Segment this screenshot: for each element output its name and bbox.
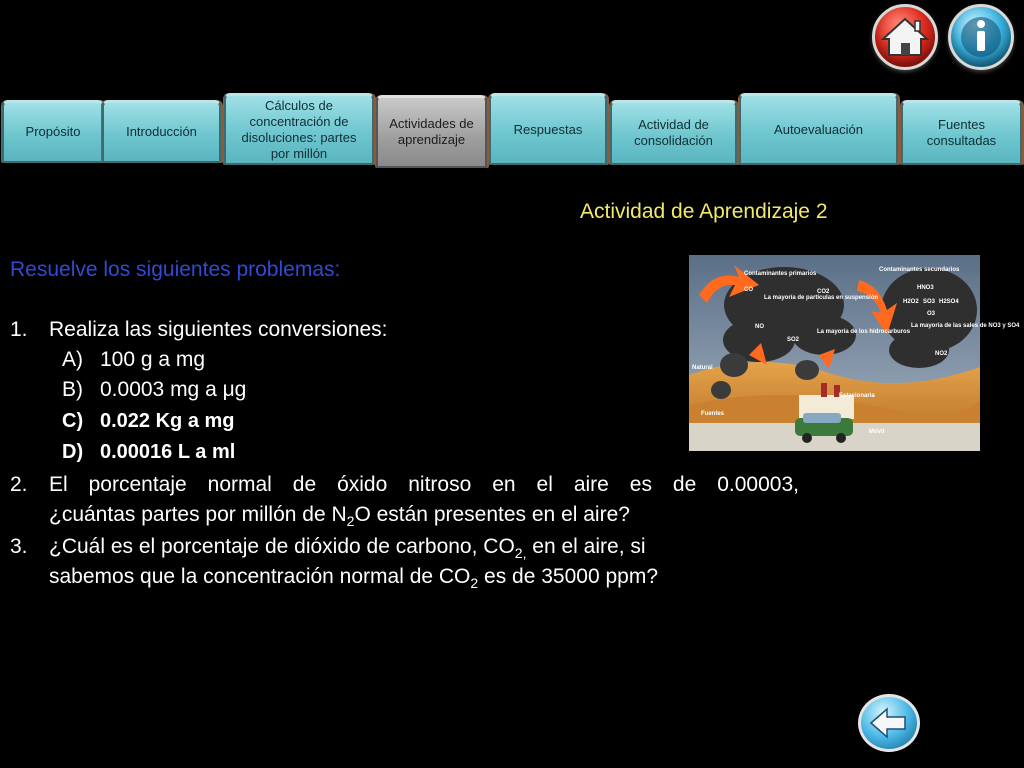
pollution-illustration (689, 255, 1020, 451)
conversion-a-text: 100 g a mg (100, 348, 206, 371)
svg-text:O3: O3 (927, 311, 936, 317)
svg-text:Móvil: Móvil (869, 429, 885, 435)
svg-text:CO2: CO2 (817, 289, 830, 295)
conversion-d-text: 0.00016 L a ml (100, 441, 236, 463)
question-3-line-1: ¿Cuál es el porcentaje de dióxido de carbono, $CO_{2,}$ en el aire, si (49, 535, 646, 562)
svg-text:Natural: Natural (692, 365, 713, 371)
tab-fuentes-consultadas[interactable]: Fuentes consultadas (901, 100, 1022, 165)
conversion-c-text: 0.022 Kg a mg (100, 410, 235, 432)
svg-text:HNO3: HNO3 (917, 285, 934, 291)
svg-text:La mayoría de las sales de NO3: La mayoría de las sales de NO3 y SO4 (911, 323, 1020, 329)
conversion-c-letter: C) (62, 410, 84, 432)
conversion-b-letter: B) (62, 378, 83, 401)
svg-text:La mayoría de partículas en su: La mayoría de partículas en suspensión (764, 295, 879, 301)
tab-proposito[interactable]: Propósito (2, 100, 104, 163)
svg-text:NO: NO (755, 324, 764, 330)
svg-text:NO2: NO2 (935, 351, 948, 357)
back-arrow-icon (861, 697, 917, 749)
activity-title: Actividad de Aprendizaje 2 (580, 200, 828, 223)
tab-actividad-consolidacion[interactable]: Actividad de consolidación (610, 100, 737, 165)
conversion-b-text: 0.0003 mg a μg (100, 378, 247, 401)
label-secondary-pollutants: Contaminantes secundarios (879, 267, 960, 273)
back-button[interactable] (858, 694, 920, 752)
svg-text:H2O2: H2O2 (903, 299, 919, 305)
question-2-line-2: ¿cuántas partes por millón de $N_2O$ están presentes en el aire? (49, 503, 630, 530)
tab-actividades-aprendizaje[interactable]: Actividades de aprendizaje (376, 95, 487, 168)
question-2-number: 2. (10, 473, 28, 496)
home-button[interactable] (872, 4, 938, 70)
label-primary-pollutants: Contaminantes primarios (744, 271, 817, 277)
svg-text:H2SO4: H2SO4 (939, 299, 959, 305)
svg-text:Estacionaria: Estacionaria (839, 393, 875, 399)
question-1-text: Realiza las siguientes conversiones: (49, 318, 388, 341)
question-3-number: 3. (10, 535, 28, 558)
svg-text:SO2: SO2 (787, 337, 800, 343)
question-3-line-2: sabemos que la concentración normal de $CO_2$ es de 35000 ppm? (49, 565, 659, 592)
svg-text:SO3: SO3 (923, 299, 936, 305)
instructions: Resuelve los siguientes problemas: (10, 258, 341, 281)
svg-text:CO: CO (744, 287, 753, 293)
question-2-line-1: El porcentaje normal de óxido nitroso en el aire es de 0.00003, (49, 473, 799, 496)
svg-text:La mayoría de los hidrocarburo: La mayoría de los hidrocarburos (817, 329, 911, 335)
tab-introduccion[interactable]: Introducción (102, 100, 221, 163)
conversion-a-letter: A) (62, 348, 83, 371)
svg-text:Fuentes: Fuentes (701, 411, 725, 417)
question-1-number: 1. (10, 318, 28, 341)
info-icon (951, 7, 1011, 67)
tab-autoevaluacion[interactable]: Autoevaluación (739, 93, 898, 165)
info-button[interactable] (948, 4, 1014, 70)
tab-calculos-concentracion[interactable]: Cálculos de concentración de disoluciones: partes por millón (224, 93, 374, 165)
tab-respuestas[interactable]: Respuestas (489, 93, 607, 165)
home-icon (875, 7, 935, 67)
conversion-d-letter: D) (62, 441, 84, 463)
